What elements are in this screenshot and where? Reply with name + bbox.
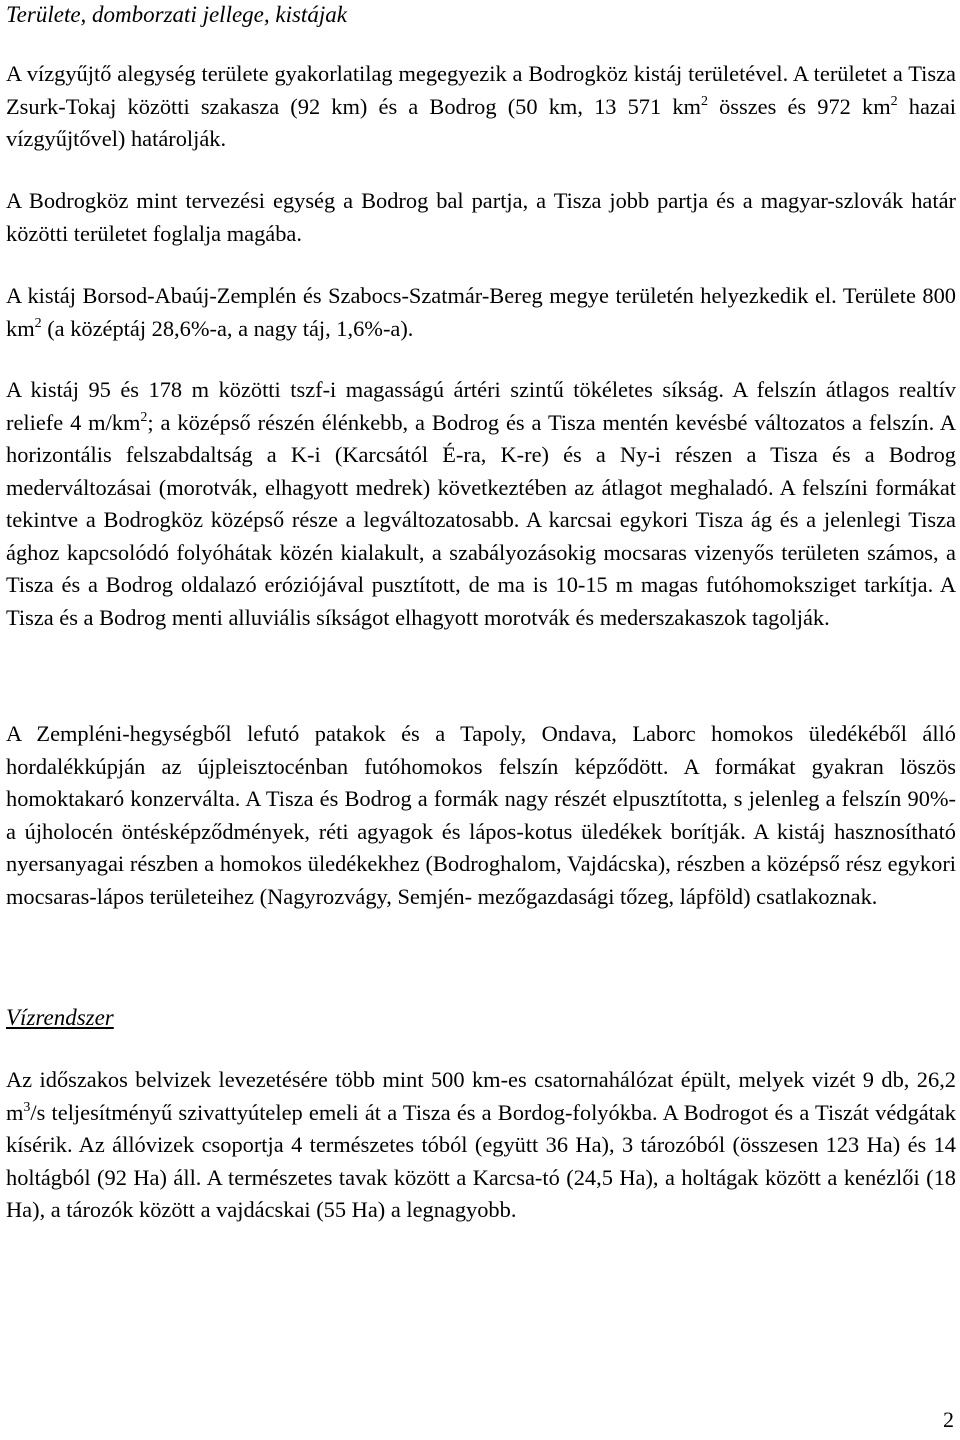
superscript: 2 [890, 93, 898, 109]
paragraph [6, 1064, 956, 1227]
paragraph [6, 374, 956, 634]
text-run: A kistáj 95 és 178 m közötti tszf-i magasságú ártéri szintű tökéletes síkság. A felszín átlagos realtív reliefe 4 m/km [6, 377, 956, 435]
text-run: hazai vízgyűjtővel) határolják. [6, 93, 957, 151]
text-run: Az időszakos belvizek levezetésére több mint 500 km-es csatornahálózat épült, melyek vizét 9 db, 26,2 m [6, 1067, 956, 1125]
paragraph [6, 185, 956, 250]
text-run: ; a középső részén élénkebb, a Bodrog és a Tisza mentén kevésbé változatos a felszín. A horizontális felszabdaltság a K-i (Karcsától É-ra, K-re) és a Ny-i részen a Tisza és a Bodrog mederváltozásai (morotvák, elhagyott medrek) következtében az átlagot meghaladó. A felszíni formákat tekintve a Bodrogköz középső része a legváltozatosabb. A karcsai egykori Tisza ág és a jelenlegi Tisza ághoz kapcsolódó folyóhátak közén kialakult, a szabályozásokig mocsaras vizenyős területen számos, a Tisza és a Bodrog oldalazó eróziójával pusztított, de ma is 10-15 m magas futóhomoksziget tarkítja. A Tisza és a Bodrog menti alluviális síkságot elhagyott morotvák és mederszakaszok tagolják. [6, 409, 956, 630]
section-heading-water-system: Vízrendszer [6, 1005, 114, 1030]
paragraph [6, 718, 956, 913]
superscript: 2 [34, 315, 42, 331]
section-heading-terrain: Területe, domborzati jellege, kistájak [6, 2, 347, 27]
paragraph [6, 280, 956, 345]
superscript: 2 [700, 93, 708, 109]
text-run: (a középtáj 28,6%-a, a nagy táj, 1,6%-a). [41, 315, 414, 341]
text-run: A kistáj Borsod-Abaúj-Zemplén és Szabocs-Szatmár-Bereg megye területén helyezkedik el. Területe 800 km [6, 283, 956, 341]
paragraph [6, 58, 956, 156]
page-number: 2 [943, 1407, 954, 1432]
text-run: A Bodrogköz mint tervezési egység a Bodrog bal partja, a Tisza jobb partja és a magyar-szlovák határ közötti területet foglalja magába. [6, 188, 956, 246]
superscript: 3 [23, 1099, 31, 1115]
text-run: A vízgyűjtő alegység területe gyakorlatilag megegyezik a Bodrogköz kistáj területével. A területet a Tisza Zsurk-Tokaj közötti szakasza (92 km) és a Bodrog (50 km, 13 571 km [6, 61, 956, 119]
text-run: összes és 972 km [707, 93, 891, 119]
text-run: /s teljesítményű szivattyútelep emeli át a Tisza és a Bordog-folyókba. A Bodrogot és a Tiszát védgátak kísérik. Az állóvizek csoportja 4 természetes tóból (együtt 36 Ha), 3 tározóból (összesen 123 Ha) és 14 holtágból (92 Ha) áll. A természetes tavak között a Karcsa-tó (24,5 Ha), a holtágak között a kenézlői (18 Ha), a tározók között a vajdácskai (55 Ha) a legnagyobb. [6, 1099, 956, 1222]
superscript: 2 [140, 409, 148, 425]
text-run: A Zempléni-hegységből lefutó patakok és a Tapoly, Ondava, Laborc homokos üledékéből álló hordalékkúpján az újpleisztocénban futóhomokos felszín képződött. A formákat gyakran löszös homoktakaró konzerválta. A Tisza és Bodrog a formák nagy részét elpusztította, s jelenleg a felszín 90%-a újholocén öntésképződmények, réti agyagok és lápos-kotus üledékek borítják. A kistáj hasznosítható nyersanyagai részben a homokos üledékekhez (Bodroghalom, Vajdácska), részben a középső rész egykori mocsaras-lápos területeihez (Nagyrozvágy, Semjén- mezőgazdasági tőzeg, lápföld) csatlakoznak. [6, 721, 956, 909]
